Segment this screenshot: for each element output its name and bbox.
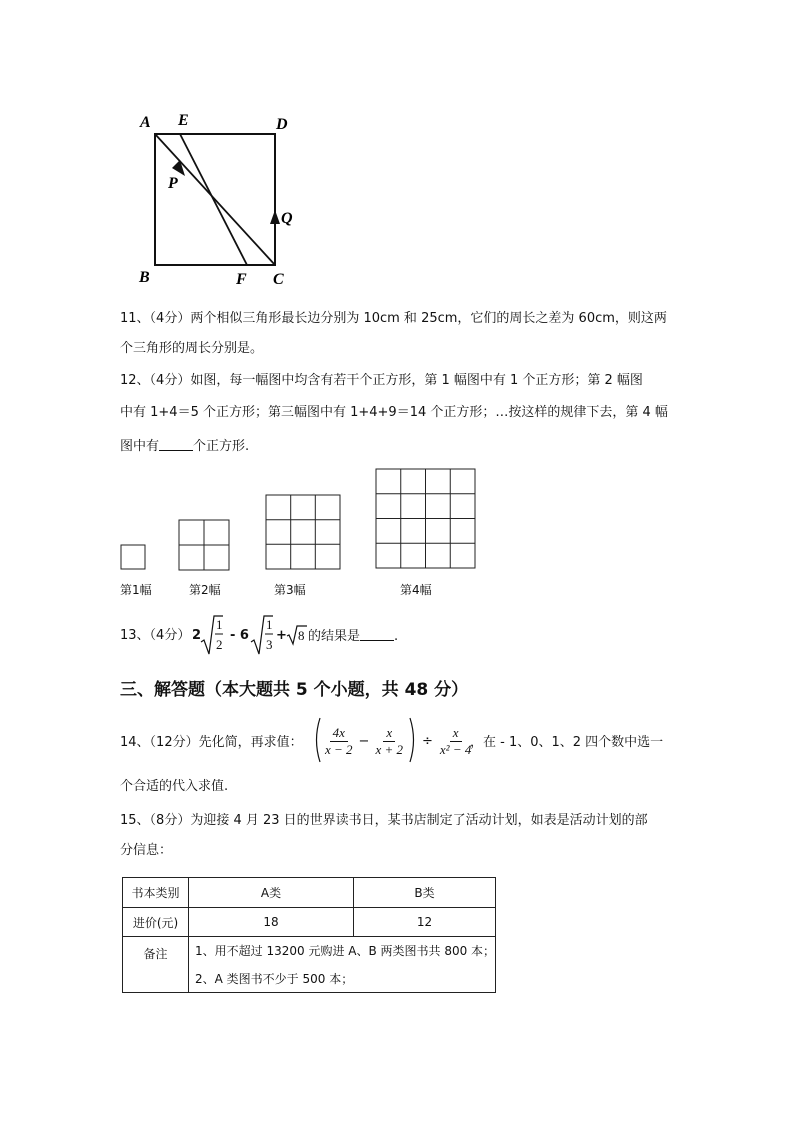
- q14-frac1: [322, 725, 356, 758]
- q13-minus6: - 6: [230, 628, 249, 643]
- header-category: 书本类别: [123, 878, 189, 908]
- label-c: C: [273, 271, 284, 288]
- q14-frac1-den: x − 2: [325, 741, 353, 757]
- label-d: D: [276, 116, 288, 133]
- info-table: [122, 877, 496, 993]
- segment-ef: [180, 134, 247, 265]
- q13-answer-blank[interactable]: [360, 628, 394, 641]
- note-1: 1、用不超过 13200 元购进 A、B 两类图书共 800 本；: [189, 937, 496, 965]
- square-figure: [130, 108, 300, 293]
- q13-plus: +: [276, 628, 287, 643]
- q14-frac2-num: x: [383, 725, 395, 742]
- q12-line3: [120, 438, 249, 455]
- q14-frac2: [372, 725, 406, 758]
- q13-prefix: 13、（4分）: [120, 628, 191, 643]
- q13-end: .: [394, 629, 399, 644]
- label-b: B: [139, 269, 150, 286]
- label-q: Q: [281, 210, 293, 227]
- note-2: 2、A 类图书不少于 500 本；: [189, 965, 496, 993]
- label-a: A: [140, 114, 151, 131]
- q14-frac1-num: 4x: [330, 725, 348, 742]
- q14-frac2-den: x + 2: [375, 741, 403, 757]
- section-heading: 三、解答题（本大题共 5 个小题，共 48 分）: [120, 680, 469, 700]
- segment-ac: [155, 134, 275, 265]
- q15-line1: 15、（8分）为迎接 4 月 23 日的世界读书日，某书店制定了活动计划，如表是活动计划的部: [120, 813, 648, 828]
- price-b: 12: [354, 908, 496, 937]
- grid-2: [179, 520, 229, 570]
- q14-div: ÷: [422, 733, 433, 749]
- q14-suffix: ，在 - 1、0、1、2 四个数中选一: [470, 735, 664, 750]
- q14-line2: 个合适的代入求值.: [120, 779, 229, 794]
- q13-radicand3: 8: [298, 628, 305, 643]
- grid-4: [376, 469, 475, 568]
- q13-frac2-den: 3: [266, 637, 273, 652]
- price-a: 18: [189, 908, 354, 937]
- q14-frac3-num: x: [450, 725, 462, 742]
- q14-frac3: [437, 725, 474, 758]
- caption-fig1: 第1幅: [120, 583, 152, 597]
- q13-coef1: 2: [192, 628, 202, 643]
- q13-suffix: [308, 628, 398, 645]
- q14-expression-2: [418, 719, 474, 763]
- caption-fig4: 第4幅: [400, 583, 432, 597]
- q15-line2: 分信息：: [120, 843, 173, 858]
- table-row: [123, 937, 496, 965]
- label-p: P: [168, 175, 178, 192]
- q14-expression: [322, 719, 406, 763]
- q11-line2: 个三角形的周长分别是。: [120, 341, 264, 356]
- q12-line3-pre: 图中有: [120, 439, 160, 454]
- q12-line1: 12、（4分）如图，每一幅图中均含有若干个正方形，第 1 幅图中有 1 个正方形；第 2 幅图: [120, 373, 643, 388]
- caption-fig3: 第3幅: [274, 583, 306, 597]
- q11-line1: 11、（4分）两个相似三角形最长边分别为 10cm 和 25cm，它们的周长之差为 60cm，则这两: [120, 311, 667, 326]
- label-f: F: [236, 271, 247, 288]
- q13-frac2-num: 1: [266, 617, 273, 632]
- header-a: A类: [189, 878, 354, 908]
- grid-3: [266, 495, 340, 569]
- answer-blank[interactable]: [159, 438, 193, 451]
- q12-line2: 中有 1+4＝5 个正方形；第三幅图中有 1+4+9＝14 个正方形；…按这样的规律下去，第 4 幅: [120, 405, 668, 420]
- table-row: [123, 878, 496, 908]
- radical-3: [286, 624, 308, 646]
- price-label: 进价(元): [123, 908, 189, 937]
- grid-1: [121, 545, 145, 569]
- header-b: B类: [354, 878, 496, 908]
- q13-suffix-text: 的结果是: [308, 629, 361, 644]
- label-e: E: [178, 112, 189, 129]
- q14-minus: −: [358, 733, 370, 749]
- note-label: 备注: [123, 937, 189, 993]
- table-row: [123, 908, 496, 937]
- grid-figures: [115, 465, 485, 575]
- caption-fig2: 第2幅: [189, 583, 221, 597]
- q14-frac3-den: x² − 4: [439, 741, 472, 757]
- q14-prefix: 14、（12分）先化简，再求值：: [120, 735, 303, 750]
- q13-frac1-num: 1: [216, 617, 223, 632]
- q14-left-paren: [312, 716, 322, 764]
- q12-line3-post: 个正方形.: [193, 439, 250, 454]
- q13-frac1-den: 2: [216, 637, 223, 652]
- arrow-q: [270, 210, 280, 224]
- arrow-p: [172, 160, 185, 176]
- q14-right-paren: [408, 716, 418, 764]
